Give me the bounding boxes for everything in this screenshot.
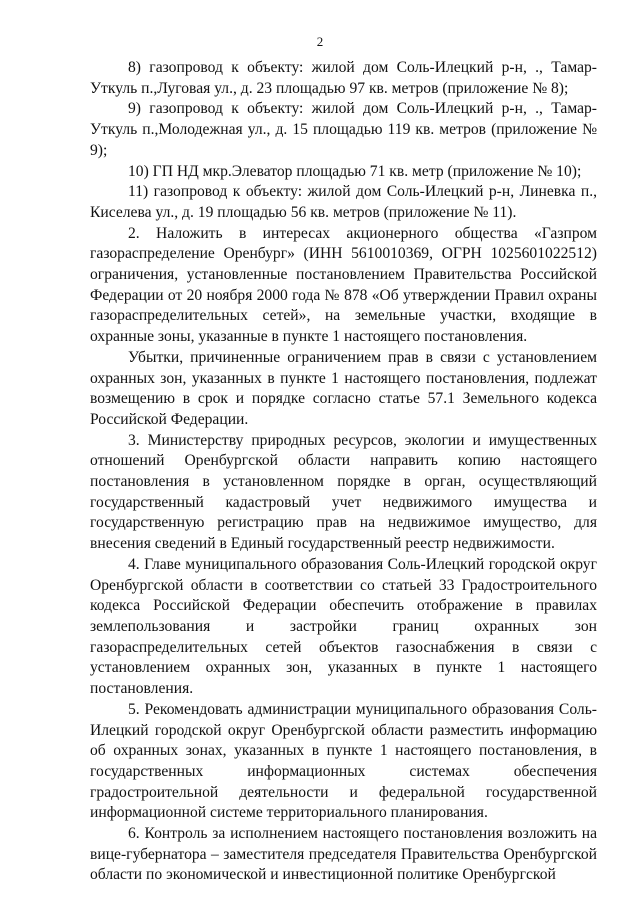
clause-2-losses: Убытки, причиненные ограничением прав в связи с установлением охранных зон, указанных в пункте 1 настоящего постановления, подлежат возмещению в срок и порядке согласно статье 57.1 Земельного кодекса Российской Федерации. xyxy=(90,348,597,428)
list-item-9: 9) газопровод к объекту: жилой дом Соль-Илецкий р-н, ., Тамар-Уткуль п.,Молодежная ул., д. 15 площадью 119 кв. метров (приложение № 9); xyxy=(90,100,597,159)
list-item-8: 8) газопровод к объекту: жилой дом Соль-Илецкий р-н, ., Тамар-Уткуль п.,Луговая ул., д. 23 площадью 97 кв. метров (приложение № 8); xyxy=(90,59,597,97)
clause-6: 6. Контроль за исполнением настоящего постановления возложить на вице-губернатора – заместителя председателя Правительства Оренбургской области по экономической и инвестиционной политике Оренбургской xyxy=(90,825,597,884)
clause-4: 4. Главе муниципального образования Соль-Илецкий городской округ Оренбургской области в соответствии со статьей 33 Градостроительного кодекса Российской Федерации обеспечить отображение в правилах землепользования и застройки границ охранных зон газораспределительных сетей объектов газоснабжения в связи с установлением охранных зон, указанных в пункте 1 настоящего постановления. xyxy=(90,555,597,698)
clause-3: 3. Министерству природных ресурсов, экологии и имущественных отношений Оренбургской области направить копию настоящего постановления в установленном порядке в орган, осуществляющий государственный кадастровый учет недвижимого имущества и государственную регистрацию прав на недвижимое имущество, для внесения сведений в Единый государственный реестр недвижимости. xyxy=(90,431,597,553)
document-body xyxy=(90,58,597,886)
list-item-11: 11) газопровод к объекту: жилой дом Соль-Илецкий р-н, Линевка п., Киселева ул., д. 19 площадью 56 кв. метров (приложение № 11). xyxy=(90,183,597,221)
clause-5: 5. Рекомендовать администрации муниципального образования Соль-Илецкий городской округ Оренбургской области разместить информацию об охранных зонах, указанных в пункте 1 настоящего постановления, в государственных информационных системах обеспечения градостроительной деятельности и федеральной государственной информационной системе территориального планирования. xyxy=(90,700,597,822)
page-number: 2 xyxy=(316,34,324,49)
clause-2: 2. Наложить в интересах акционерного общества «Газпром газораспределение Оренбург» (ИНН 5610010369, ОГРН 1025601022512) ограничения, установленные постановлением Правительства Российской Федерации от 20 ноября 2000 года № 878 «Об утверждении Правил охраны газораспределительных сетей», на земельные участки, входящие в охранные зоны, указанные в пункте 1 настоящего постановления. xyxy=(90,224,597,346)
list-item-10: 10) ГП НД мкр.Элеватор площадью 71 кв. метр (приложение № 10); xyxy=(128,162,582,180)
